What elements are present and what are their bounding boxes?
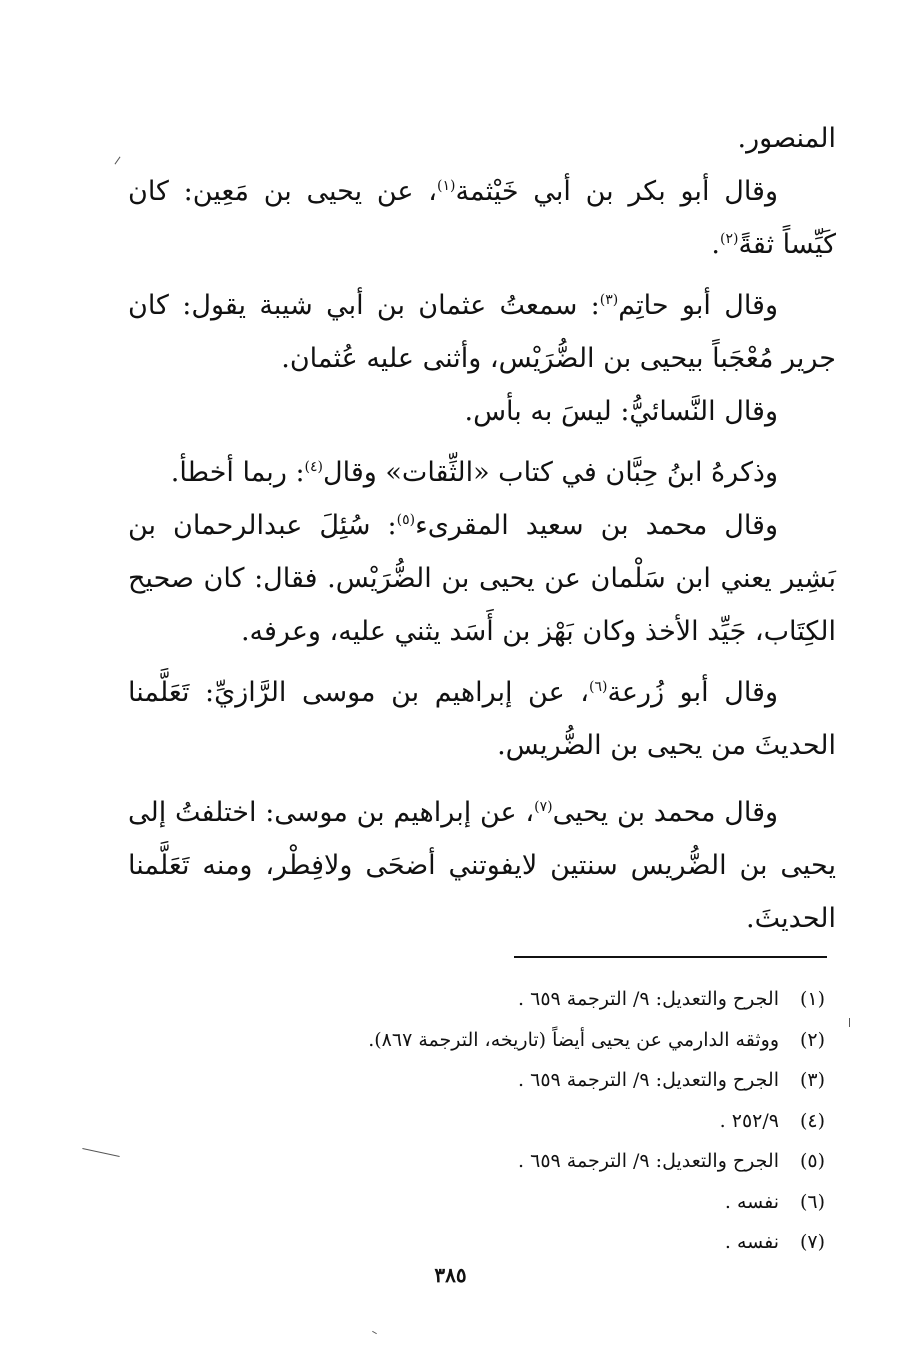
footnote bbox=[265, 1110, 825, 1151]
footnote-text: ٢٥٢/٩ . bbox=[719, 1109, 779, 1132]
footnote-text: الجرح والتعديل: ٩/ الترجمة ٦٥٩ . bbox=[518, 1150, 779, 1172]
paragraph bbox=[128, 446, 836, 499]
page-number: ٣٨٥ bbox=[434, 1263, 467, 1287]
footnote-separator bbox=[514, 956, 827, 958]
footnote-text: الجرح والتعديل: ٩/ الترجمة ٦٥٩ . bbox=[518, 988, 779, 1010]
footnote-number: (١) bbox=[799, 988, 825, 1010]
footnote-number: (٥) bbox=[799, 1150, 825, 1172]
footnote-ref: (٤) bbox=[304, 459, 324, 475]
footnote-ref: (٣) bbox=[599, 292, 619, 308]
paragraph-text: وذكرهُ ابنُ حِبَّان في كتاب «الثِّقات» وقال bbox=[323, 457, 778, 488]
paragraph-text: وقال محمد بن سعيد المقرىء bbox=[415, 510, 778, 541]
footnote-ref: (٢) bbox=[719, 231, 739, 247]
paragraph-text: ، عن يحيى بن مَعِين: كان كَيِّساً ثقةً bbox=[128, 176, 836, 260]
paragraph-text: وقال أبو زُرعة bbox=[607, 677, 778, 708]
paragraph bbox=[128, 112, 836, 165]
paragraph-text: : ربما أخطأ. bbox=[170, 457, 305, 488]
footnote-number: (٧) bbox=[799, 1231, 825, 1253]
paragraph-text: وقال أبو حاتِم bbox=[618, 290, 778, 321]
footnote bbox=[265, 988, 825, 1029]
scan-mark bbox=[849, 1018, 850, 1027]
paragraph bbox=[128, 279, 836, 385]
paragraph-text: : سُئِلَ عبدالرحمان بن بَشِير يعني ابن سَلْمان عن يحيى بن الضُّرَيْس. فقال: كان صحيح الكِتَاب، جَيِّد الأخذ وكان بَهْز بن أَسَد يثني عليه، وعرفه. bbox=[128, 510, 836, 647]
paragraph bbox=[128, 786, 836, 945]
paragraph-text: ، عن إبراهيم بن موسى: اختلفتُ إلى يحيى بن الضُّريس سنتين لايفوتني أضحَى ولافِطْر، ومنه تَعَلَّمنا الحديثَ. bbox=[128, 797, 836, 934]
paragraph bbox=[128, 499, 836, 658]
paragraph bbox=[128, 666, 836, 772]
footnote-ref: (٦) bbox=[588, 679, 608, 695]
body-text bbox=[128, 112, 836, 945]
paragraph-text: وقال النَّسائيُّ: ليسَ به بأس. bbox=[464, 396, 778, 427]
footnote-text: نفسه . bbox=[724, 1231, 779, 1253]
footnote-text: نفسه . bbox=[724, 1190, 779, 1213]
footnote-ref: (٥) bbox=[396, 512, 416, 528]
footnote bbox=[265, 1069, 825, 1110]
footnote-number: (٦) bbox=[799, 1190, 825, 1213]
footnote-number: (٢) bbox=[799, 1028, 825, 1051]
footnote-text: الجرح والتعديل: ٩/ الترجمة ٦٥٩ . bbox=[518, 1069, 779, 1091]
paragraph-text: وقال أبو بكر بن أبي خَيْثمة bbox=[455, 176, 778, 207]
paragraph-text: وقال محمد بن يحيى bbox=[552, 797, 779, 828]
footnotes bbox=[265, 988, 825, 1272]
paragraph bbox=[128, 165, 836, 271]
paragraph-text: : سمعتُ عثمان بن أبي شيبة يقول: كان جرير مُعْجَباً بيحيى بن الضُّرَيْس، وأثنى عليه عُثمان. bbox=[128, 290, 836, 374]
footnote bbox=[265, 1150, 825, 1191]
footnote-text: ووثقه الدارمي عن يحيى أيضاً (تاريخه، الترجمة ٨٦٧). bbox=[368, 1028, 779, 1051]
paragraph-text: ، عن إبراهيم بن موسى الرَّازيِّ: تَعَلَّمنا الحديثَ من يحيى بن الضُّريس. bbox=[128, 677, 836, 761]
footnote-ref: (١) bbox=[437, 178, 456, 194]
paragraph-text: . bbox=[711, 229, 720, 260]
footnote-ref: (٧) bbox=[534, 799, 553, 815]
paragraph-text: المنصور. bbox=[737, 123, 836, 154]
footnote-number: (٤) bbox=[799, 1109, 825, 1132]
footnote-number: (٣) bbox=[799, 1069, 825, 1091]
footnote bbox=[265, 1191, 825, 1232]
paragraph bbox=[128, 385, 836, 438]
scan-mark bbox=[115, 157, 121, 165]
footnote bbox=[265, 1029, 825, 1070]
scan-mark bbox=[82, 1148, 119, 1157]
scan-mark bbox=[372, 1331, 377, 1334]
